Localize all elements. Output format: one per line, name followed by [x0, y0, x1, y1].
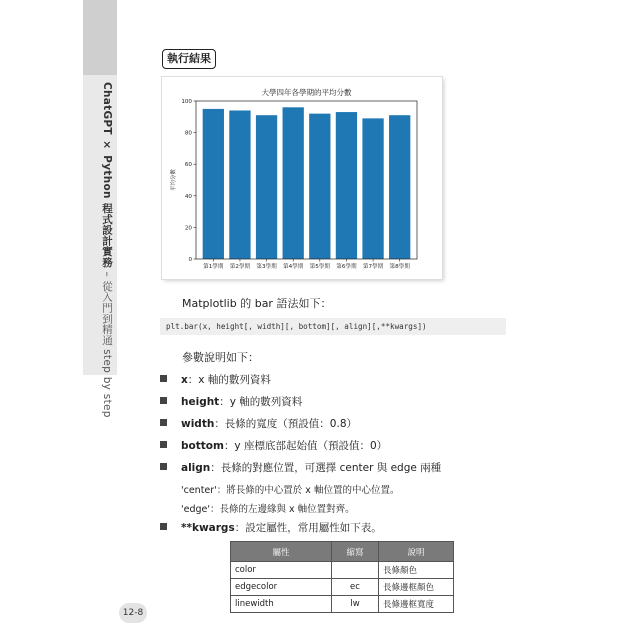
bar: [336, 112, 357, 259]
chart-title: 大學四年各學期的平均分數: [261, 88, 352, 97]
table-cell: edgecolor: [231, 579, 332, 596]
param-key: height: [181, 396, 220, 408]
bullet-square-icon: [160, 419, 167, 426]
param-desc: ：y 座標底部起始值（預設值：0）: [223, 440, 388, 452]
param-height: [160, 394, 500, 416]
table-cell: 長條邊框顏色: [379, 579, 454, 596]
bar: [203, 109, 224, 259]
table-header: 屬性: [231, 542, 332, 562]
bullet-square-icon: [160, 375, 167, 382]
x-tick-label: 第1學期: [203, 264, 224, 270]
table-cell: ec: [332, 579, 379, 596]
bar: [229, 110, 250, 259]
x-tick-label: 第7學期: [362, 264, 384, 270]
x-tick-label: 第6學期: [336, 264, 357, 270]
x-tick-label: 第2學期: [229, 264, 251, 270]
y-tick-label: 60: [184, 162, 192, 169]
y-tick-label: 20: [184, 225, 192, 232]
x-tick-label: 第5學期: [309, 264, 330, 270]
param-kwargs: [160, 520, 500, 542]
bullet-square-icon: [160, 397, 167, 404]
align-note-edge: 'edge'：長條的左邊緣與 x 軸位置對齊。: [181, 504, 355, 515]
chart-frame: [162, 77, 442, 279]
sidebar-top-block: [83, 0, 117, 75]
param-align: [160, 460, 500, 482]
bullet-square-icon: [160, 441, 167, 448]
y-tick-label: 40: [184, 193, 192, 200]
page-number: 12-8: [119, 603, 147, 623]
table-header: 縮寫: [332, 542, 379, 562]
table-cell: lw: [332, 596, 379, 613]
table-cell: 長條邊框寬度: [379, 596, 454, 613]
bar-chart: [162, 77, 442, 279]
param-bottom: [160, 438, 500, 460]
table-row: [231, 579, 454, 596]
x-tick-label: 第4學期: [283, 264, 304, 270]
bullet-square-icon: [160, 463, 167, 470]
param-desc: ：長條的寬度（預設值：0.8）: [214, 418, 358, 430]
table-row: [231, 562, 454, 579]
bar: [256, 115, 277, 259]
intro-text: Matplotlib 的 bar 語法如下：: [182, 297, 332, 310]
y-tick-label: 100: [181, 99, 192, 105]
section-badge: 執行結果: [162, 49, 216, 69]
param-width: [160, 416, 500, 438]
table-cell: 長條顏色: [379, 562, 454, 579]
table-header-row: [231, 542, 454, 562]
table-cell: color: [231, 562, 332, 579]
y-tick-label: 80: [184, 130, 192, 137]
param-desc: ：設定屬性，常用屬性如下表。: [234, 522, 382, 534]
param-desc: ：x 軸的數列資料: [187, 374, 271, 386]
param-key: **kwargs: [181, 522, 235, 534]
param-key: width: [181, 418, 215, 430]
table-header: 說明: [379, 542, 454, 562]
sidebar-book-title: [100, 82, 115, 418]
bar: [309, 114, 330, 259]
param-key: x: [181, 374, 188, 386]
bar: [362, 118, 383, 259]
param-desc: ：長條的對應位置，可選擇 center 與 edge 兩種: [210, 462, 442, 474]
bar: [389, 115, 410, 259]
table-cell: linewidth: [231, 596, 332, 613]
param-key: bottom: [181, 440, 224, 452]
bullet-square-icon: [160, 523, 167, 530]
plot-frame: [196, 101, 417, 259]
align-note-center: 'center'：將長條的中心置於 x 軸位置的中心位置。: [181, 485, 400, 496]
params-list: [160, 372, 500, 542]
book-title: ChatGPT × Python 程式設計實務: [101, 82, 113, 268]
param-key: align: [181, 462, 211, 474]
table-cell: [332, 562, 379, 579]
x-tick-label: 第3學期: [256, 264, 277, 270]
x-tick-label: 第8學期: [389, 264, 410, 270]
y-tick-label: 0: [188, 257, 192, 263]
bar: [283, 107, 304, 259]
y-axis-label: 平均分數: [171, 168, 177, 192]
param-x: [160, 372, 500, 394]
book-subtitle: – 從入門到精通 step by step: [101, 271, 113, 418]
param-desc: ：y 軸的數列資料: [219, 396, 303, 408]
attribute-table: [230, 541, 454, 613]
table-row: [231, 596, 454, 613]
code-line: plt.bar(x, height[, width][, bottom][, align][,**kwargs]): [160, 318, 506, 335]
params-title: 參數說明如下：: [182, 351, 259, 364]
